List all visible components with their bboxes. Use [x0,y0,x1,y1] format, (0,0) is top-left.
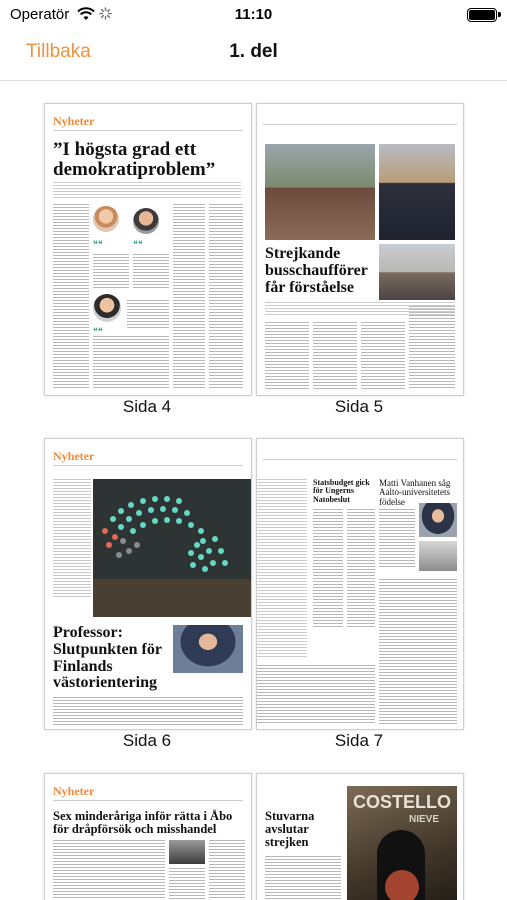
quote-mark-icon: ❝❝ [133,239,143,249]
back-button[interactable]: Tillbaka [26,41,91,62]
page-thumbnail-6[interactable] [44,438,252,730]
page-headline: Professor: Slutpunkten för Finlands västorientering [53,624,162,692]
page-headline: ”I högsta grad ett demokratiproblem” [53,139,216,180]
page-headline: Sex minderåriga inför rätta i Åbo för dråpförsök och misshandel [53,809,233,837]
news-photo [169,840,205,864]
battery-icon [467,8,497,22]
portrait-photo [133,208,159,234]
page-headline-2: Matti Vanhanen såg Aalto-universitetets födelse [379,478,451,507]
page-label: Sida 6 [122,731,172,750]
section-label: Nyheter [53,449,95,463]
concert-ad-photo [347,786,457,900]
page-thumbnail-5[interactable] [256,103,464,396]
page-headline-1: Statsbudget gick för Ungerns Natobeslut [313,478,370,504]
page-headline: Strejkande busschaufförer får förståelse [265,245,368,296]
news-photo-man [379,144,455,240]
section-label: Nyheter [53,114,95,128]
campus-photo [419,541,457,571]
clock: 11:10 [234,6,273,23]
professor-portrait-photo [173,625,243,673]
page-title: 1. del [229,41,278,62]
status-bar [0,0,507,28]
navigation-bar [0,28,507,81]
vanhanen-photo [419,503,457,537]
page-label: Sida 7 [334,731,384,750]
portrait-photo [93,294,121,322]
page-grid[interactable] [0,81,507,900]
ad-title: COSTELLO [353,792,451,812]
section-label: Nyheter [53,784,95,798]
page-label: Sida 5 [334,397,384,416]
portrait-photo [93,206,119,232]
ad-subtitle: NIEVE [409,814,440,825]
quote-mark-icon: ❝❝ [93,239,103,249]
page-thumbnail-8[interactable] [44,773,252,900]
page-label: Sida 4 [122,397,172,416]
page-thumbnail-4[interactable] [44,103,252,396]
news-photo-street [379,244,455,300]
page-headline: Stuvarna avslutar strejken [265,809,315,850]
quote-mark-icon: ❝❝ [93,326,103,336]
page-thumbnail-9[interactable] [256,773,464,900]
carrier-label: Operatör [10,6,70,23]
guitar-figure [385,870,419,900]
news-photo-woman [265,144,375,240]
parliament-voting-board-photo [93,479,251,617]
battery-tip [498,12,501,17]
page-thumbnail-7[interactable] [256,438,464,730]
